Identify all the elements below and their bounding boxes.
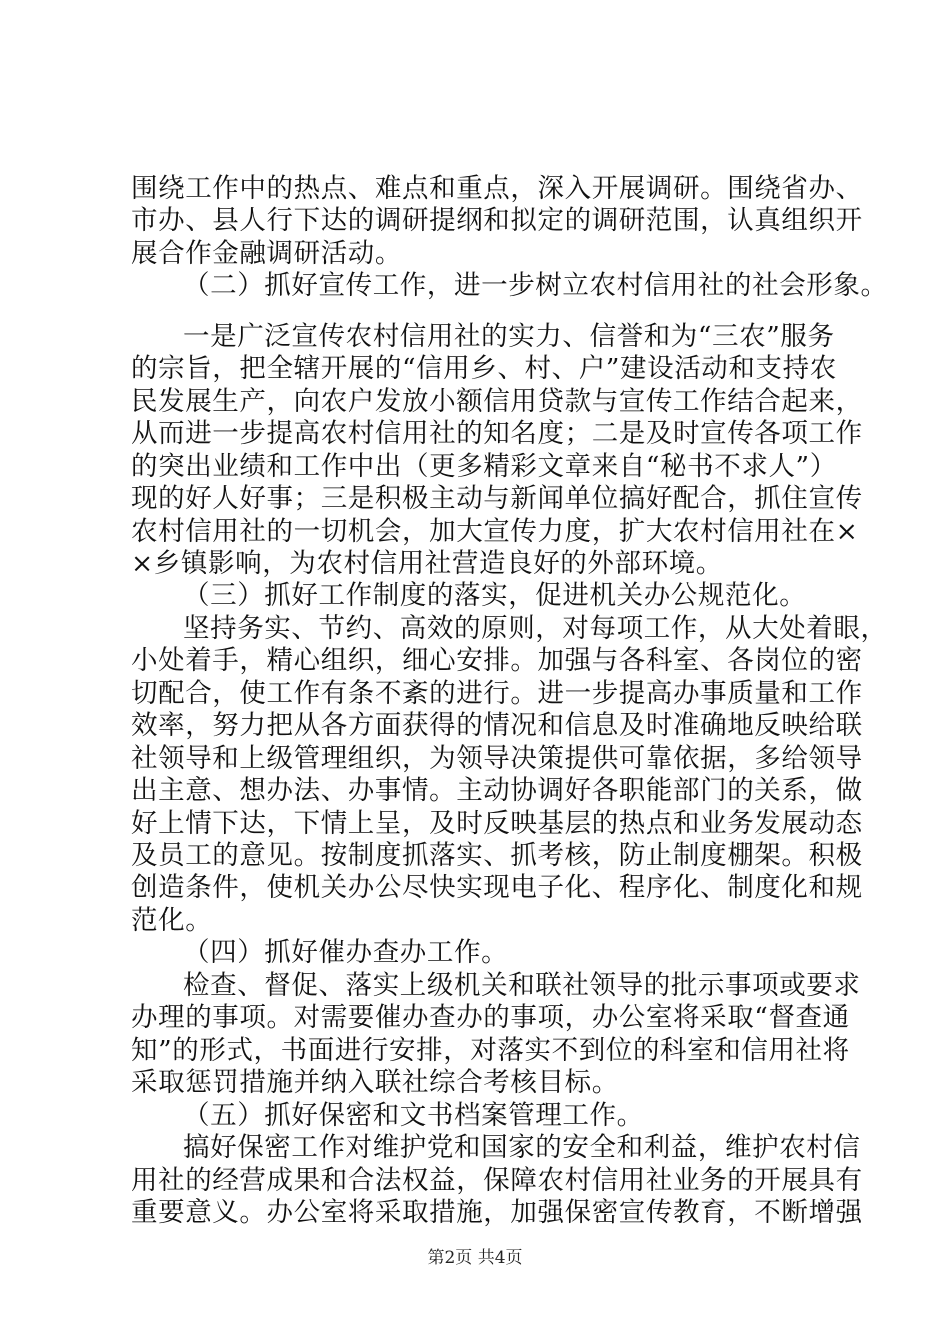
text-line: 切配合，使工作有条不紊的进行。进一步提高办事质量和工作 bbox=[131, 678, 863, 709]
section-heading-5: （五）抓好保密和文书档案管理工作。 bbox=[183, 1100, 644, 1131]
text-line: 范化。 bbox=[131, 905, 213, 936]
text-line: 办理的事项。对需要催办查办的事项，办公室将采取“督查通 bbox=[131, 1002, 850, 1033]
text-line: 一是广泛宣传农村信用社的实力、信誉和为“三农”服务 bbox=[183, 321, 835, 352]
text-line: 社领导和上级管理组织，为领导决策提供可靠依据，多给领导 bbox=[131, 743, 863, 774]
section-heading-3: （三）抓好工作制度的落实，促进机关办公规范化。 bbox=[183, 580, 807, 611]
section-heading-2: （二）抓好宣传工作，进一步树立农村信用社的社会形象。 bbox=[183, 270, 888, 301]
text-line: 知”的形式，书面进行安排，对落实不到位的科室和信用社将 bbox=[131, 1035, 850, 1066]
text-line: 的突出业绩和工作中出（更多精彩文章来自“秘书不求人”） bbox=[131, 451, 837, 482]
text-line: 搞好保密工作对维护党和国家的安全和利益，维护农村信 bbox=[183, 1132, 861, 1163]
text-line: 用社的经营成果和合法权益，保障农村信用社业务的开展具有 bbox=[131, 1165, 863, 1196]
text-line: 展合作金融调研活动。 bbox=[131, 238, 402, 269]
page-footer: 第2页 共4页 bbox=[427, 1248, 523, 1268]
text-line: 采取惩罚措施并纳入联社综合考核目标。 bbox=[131, 1067, 619, 1098]
text-line: 及员工的意见。按制度抓落实、抓考核，防止制度棚架。积极 bbox=[131, 840, 863, 871]
text-line: 民发展生产，向农户发放小额信用贷款与宣传工作结合起来， bbox=[131, 386, 863, 417]
text-line: 检查、督促、落实上级机关和联社领导的批示事项或要求 bbox=[183, 970, 861, 1001]
text-line: 坚持务实、节约、高效的原则，对每项工作，从大处着眼， bbox=[183, 613, 888, 644]
text-line: 重要意义。办公室将采取措施，加强保密宣传教育，不断增强 bbox=[131, 1197, 863, 1228]
text-line: 的宗旨，把全辖开展的“信用乡、村、户”建设活动和支持农 bbox=[131, 353, 837, 384]
text-line: 从而进一步提高农村信用社的知名度；二是及时宣传各项工作 bbox=[131, 418, 863, 449]
text-line: 创造条件，使机关办公尽快实现电子化、程序化、制度化和规 bbox=[131, 872, 863, 903]
section-heading-4: （四）抓好催办查办工作。 bbox=[183, 937, 509, 968]
text-line: 小处着手，精心组织，细心安排。加强与各科室、各岗位的密 bbox=[131, 645, 863, 676]
text-line: 农村信用社的一切机会，加大宣传力度，扩大农村信用社在× bbox=[131, 516, 859, 547]
text-line: 好上情下达，下情上呈，及时反映基层的热点和业务发展动态 bbox=[131, 808, 863, 839]
text-line: 现的好人好事；三是积极主动与新闻单位搞好配合，抓住宣传 bbox=[131, 483, 863, 514]
text-line: 围绕工作中的热点、难点和重点，深入开展调研。围绕省办、 bbox=[131, 173, 863, 204]
text-line: 出主意、想办法、办事情。主动协调好各职能部门的关系，做 bbox=[131, 775, 863, 806]
text-line: ×乡镇影响，为农村信用社营造良好的外部环境。 bbox=[131, 548, 723, 579]
text-line: 市办、县人行下达的调研提纲和拟定的调研范围，认真组织开 bbox=[131, 205, 863, 236]
text-line: 效率，努力把从各方面获得的情况和信息及时准确地反映给联 bbox=[131, 710, 863, 741]
